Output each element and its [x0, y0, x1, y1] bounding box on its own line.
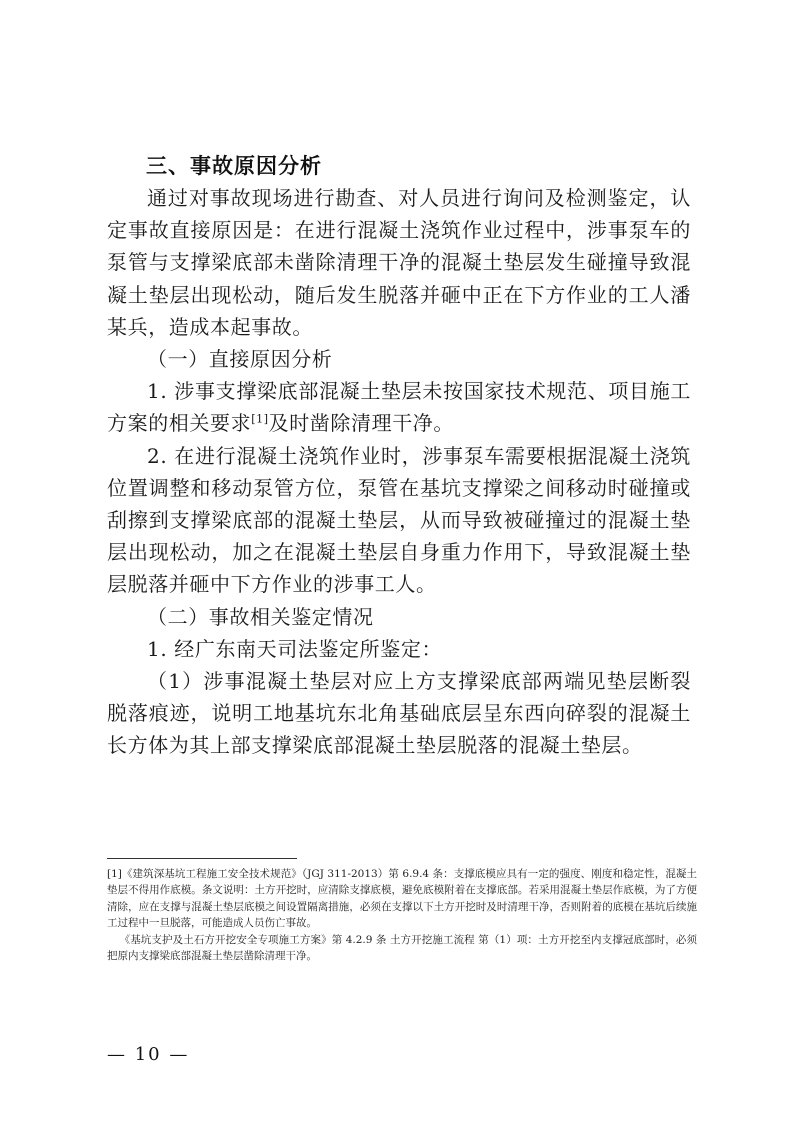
cause-item-1-text: 1. 涉事支撑梁底部混凝土垫层未按国家技术规范、项目施工方案的相关要求: [107, 379, 691, 436]
cause-item-2: 2. 在进行混凝土浇筑作业时，涉事泵车需要根据混凝土浇筑位置调整和移动泵管方位，泵管在基坑支撑梁之间移动时碰撞或刮擦到支撑梁底部的混凝土垫层，从而导致被碰撞过的混凝土垫层出现松动，加之在混凝土垫层自身重力作用下，导致混凝土垫层脱落并砸中下方作业的涉事工人。: [107, 443, 691, 597]
section-heading: 三、事故原因分析: [146, 154, 322, 178]
body-text: [107, 182, 691, 762]
appraisal-item-1: 1. 经广东南天司法鉴定所鉴定：: [147, 636, 443, 661]
cause-item-1: [107, 375, 691, 439]
footnote-1: [1]《建筑深基坑工程施工安全技术规范》（JGJ 311-2013）第 6.9.4 条：支撑底模应具有一定的强度、刚度和稳定性，混凝土垫层不得用作底模。条文说明：土方开挖时，应清除支撑底模，避免底模附着在支撑底部。若采用混凝土垫层作底模，为了方便清除，应在支撑与混凝土垫层底模之间设置隔离措施，必须在支撑以下土方开挖时及时清理干净，否则附着的底模在基坑后续施工过程中一旦脱落，可能造成人员伤亡事故。: [107, 868, 697, 930]
footnote-divider: [107, 858, 297, 859]
subsection-2-heading: （二）事故相关鉴定情况: [147, 604, 374, 629]
page-number: — 10 —: [107, 1044, 190, 1065]
cause-item-1-tail: 及时凿除清理干净。: [268, 411, 454, 436]
footnote-ref-1: [1]: [251, 412, 269, 426]
footnote-2: 《基坑支护及土石方开挖安全专项施工方案》第 4.2.9 条 土方开挖施工流程 第（1）项：土方开挖至内支撑冠底部时，必须把原内支撑梁底部混凝土垫层凿除清理干净。: [107, 933, 697, 963]
subsection-1-heading: （一）直接原因分析: [147, 347, 333, 372]
footnotes: [107, 866, 697, 964]
appraisal-item-1-1: （1）涉事混凝土垫层对应上方支撑梁底部两端见垫层断裂脱落痕迹，说明工地基坑东北角基础底层呈东西向碎裂的混凝土长方体为其上部支撑梁底部混凝土垫层脱落的混凝土垫层。: [107, 669, 691, 758]
intro-paragraph: 通过对事故现场进行勘查、对人员进行询问及检测鉴定，认定事故直接原因是：在进行混凝土浇筑作业过程中，涉事泵车的泵管与支撑梁底部未凿除清理干净的混凝土垫层发生碰撞导致混凝土垫层出现松动，随后发生脱落并砸中正在下方作业的工人潘某兵，造成本起事故。: [107, 186, 691, 339]
